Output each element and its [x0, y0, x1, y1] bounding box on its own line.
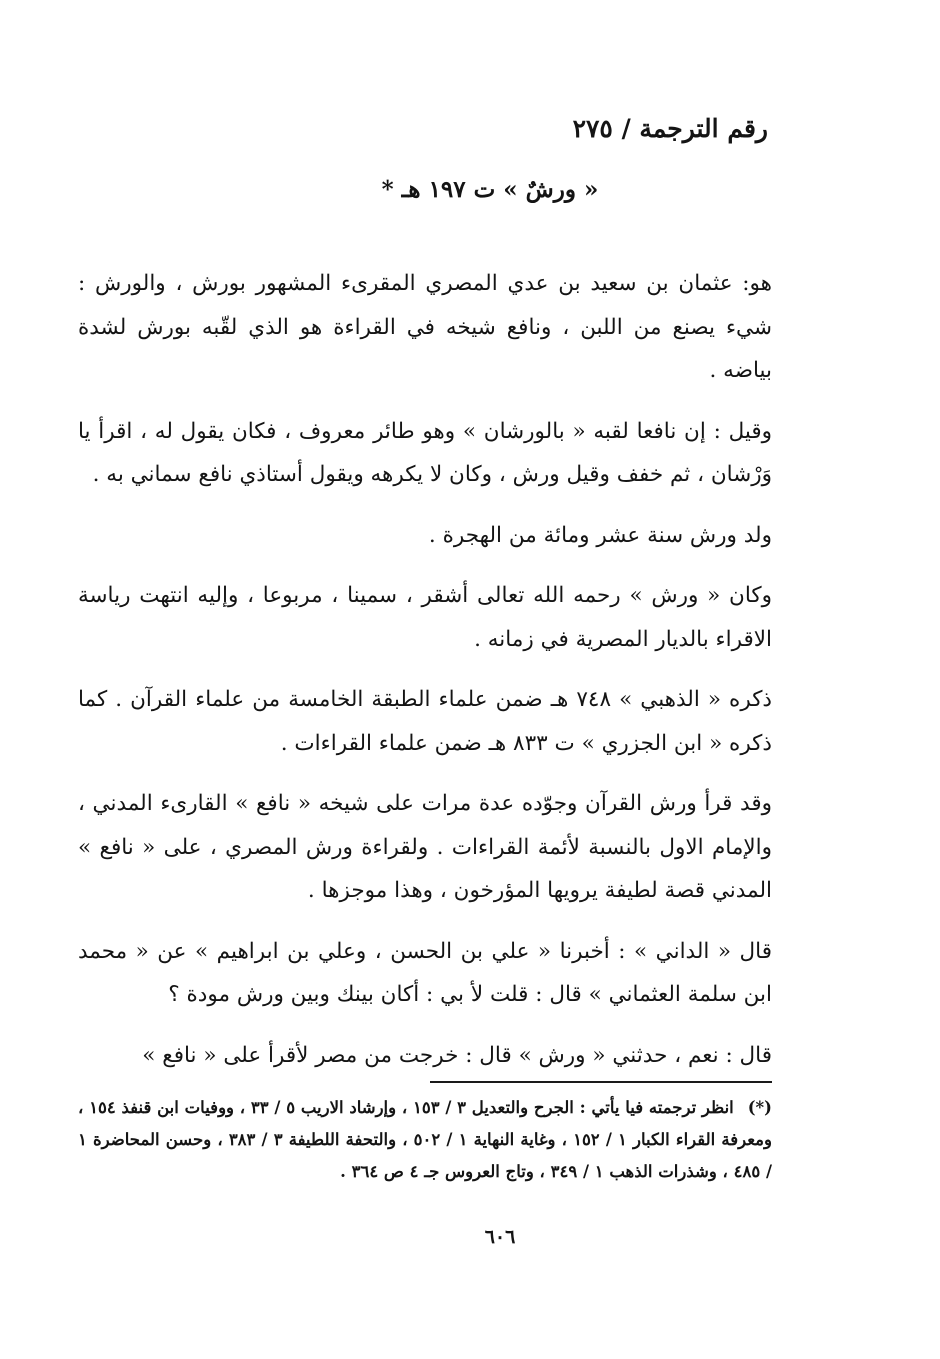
paragraph: هو: عثمان بن سعيد بن عدي المصري المقرىء المشهور بورش ، والورش : شيء يصنع من اللبن ، ونافع شيخه في القراءة هو الذي لقّبه بورش لشدة بياضه .	[78, 271, 772, 383]
footnote-divider	[430, 1081, 772, 1083]
paragraph: وقيل : إن نافعا لقبه « بالورشان » وهو طائر معروف ، فكان يقول له ، اقرأ يا وَرْشان ، ثم خفف وقيل ورش ، وكان لا يكرهه ويقول أستاذي نافع سماني به .	[78, 418, 772, 487]
paragraph: ولد ورش سنة عشر ومائة من الهجرة .	[428, 522, 772, 548]
footnote	[78, 1092, 772, 1188]
entry-title: « ورشٌ » ت ١٩٧ هـ *	[381, 176, 599, 203]
paragraph: ذكره « الذهبي » ٧٤٨ هـ ضمن علماء الطبقة الخامسة من علماء القرآن . كما ذكره « ابن الجزري » ت ٨٣٣ هـ ضمن علماء القراءات .	[78, 687, 772, 756]
paragraph: قال « الداني » : أخبرنا « علي بن الحسن ، وعلي بن ابراهيم » عن « محمد ابن سلمة العثماني » قال : قلت لأ بي : أكان بينك وبين ورش مودة ؟	[78, 938, 772, 1007]
paragraph: وقد قرأ ورش القرآن وجوّده عدة مرات على شيخه « نافع » القارىء المدني ، والإمام الاول بالنسبة لأئمة القراءات . ولقراءة ورش المصري ، على « نافع » المدني قصة لطيفة يرويها المؤرخون ، وهذا موجزها .	[78, 791, 772, 903]
paragraph: وكان « ورش » رحمه الله تعالى أشقر ، سمينا ، مربوعا ، وإليه انتهت رياسة الاقراء بالديار المصرية في زمانه .	[78, 583, 772, 652]
paragraph: قال : نعم ، حدثني « ورش » قال : خرجت من مصر لأقرأ على « نافع »	[142, 1042, 772, 1068]
footnote-marker: (*)	[747, 1098, 772, 1117]
biography-text	[78, 262, 772, 1094]
page-number: ٦٠٦	[484, 1226, 516, 1248]
footnote-text: انظر ترجمته فيا يأتي : الجرح والتعديل ٣ / ١٥٣ ، وإرشاد الاريب ٥ / ٣٣ ، ووفيات ابن قنفذ ١٥٤ ، ومعرفة القراء الكبار ١ / ١٥٢ ، وغاية النهاية ١ / ٥٠٢ ، والتحفة اللطيفة ٣ / ٣٨٣ ، وحسن المحاضرة ١ / ٤٨٥ ، وشذرات الذهب ١ / ٣٤٩ ، وتاج العروس جـ ٤ ص ٣٦٤ .	[78, 1098, 772, 1181]
entry-number-heading: رقم الترجمة / ٢٧٥	[572, 114, 768, 143]
